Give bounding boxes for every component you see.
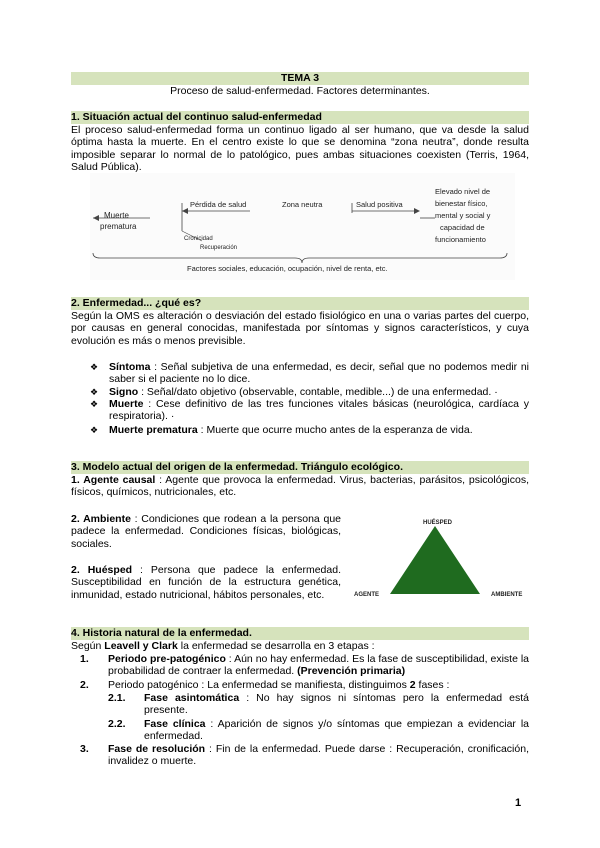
substage-2-1-text: Fase asintomática : No hay signos ni síntomas pero la enfermedad está presente. [144, 692, 530, 717]
diamond-bullet-icon: ❖ [90, 399, 99, 409]
elevado-label-3: mental y social y [435, 211, 491, 220]
list-item-muerte: Muerte : Cese definitivo de las tres funciones vitales básicas (neurológica, cardíaca y respiratoria). · [109, 398, 529, 423]
cronicidad-label: Cronicidad [184, 236, 213, 242]
list-item-signo: Signo : Señal/dato objetivo (observable, contable, medible...) de una enfermedad. · [109, 386, 498, 398]
health-continuum-diagram [90, 173, 515, 280]
triangle-top-label: HUÉSPED [423, 520, 453, 526]
stage-1-text: Periodo pre-patogénico : Aún no hay enfermedad. Es la fase de susceptibilidad, existe la probabilidad de contraer la enfermedad. (Prevención primaria) [108, 653, 530, 678]
stage-1-number: 1. [80, 653, 89, 665]
triangle-left-label: AGENTE [354, 592, 380, 598]
page-number: 1 [515, 797, 522, 809]
stage-2-text: Periodo patogénico : La enfermedad se manifiesta, distinguimos 2 fases : [108, 679, 450, 691]
section-1-heading: 1. Situación actual del continuo salud-enfermedad [71, 111, 529, 124]
perdida-label: Pérdida de salud [190, 200, 247, 209]
list-item-sintoma: Síntoma : Señal subjetiva de una enfermedad, es decir, señal que no podemos medir ni saber si el paciente no lo dice. [109, 361, 529, 386]
continuum-left-arrowhead [93, 215, 99, 221]
continuum-svg [90, 173, 515, 280]
recuperacion-label: Recuperación [200, 245, 238, 251]
muerte-label-1: Muerte [104, 211, 129, 220]
section-4-intro: Según Leavell y Clark la enfermedad se desarrolla en 3 etapas : [71, 640, 375, 652]
continuum-perdida-arrowhead [182, 208, 188, 214]
ambiente-paragraph: 2. Ambiente : Condiciones que rodean a la persona que padece la enfermedad. Condiciones físicas, biológicas, sociales. [71, 513, 341, 550]
triangle-right-label: AMBIENTE [491, 592, 523, 598]
elevado-label-5: funcionamiento [435, 235, 486, 244]
positiva-label: Salud positiva [356, 200, 403, 209]
list-item-muerte-prematura: Muerte prematura : Muerte que ocurre mucho antes de la esperanza de vida. [109, 424, 473, 436]
triangle-shape [390, 526, 480, 594]
muerte-label-2: prematura [100, 222, 137, 231]
continuum-cronicidad-line [182, 231, 190, 235]
zona-label: Zona neutra [282, 200, 323, 209]
agente-paragraph: 1. Agente causal : Agente que provoca la enfermedad. Virus, bacterias, parásitos, psicológicos, físicos, químicos, nutricionales, etc. [71, 474, 529, 499]
substage-2-1-number: 2.1. [108, 692, 126, 704]
page-title: TEMA 3 [71, 72, 529, 85]
diamond-bullet-icon: ❖ [90, 362, 99, 372]
section-2-heading: 2. Enfermedad... ¿qué es? [71, 297, 529, 310]
stage-2-number: 2. [80, 679, 89, 691]
section-1-paragraph: El proceso salud-enfermedad forma un continuo ligado al ser humano, que va desde la salud óptima hasta la muerte. En el centro existe lo que se denomina “zona neutra”, donde resulta imposible separar lo normal de lo patológico, pues ambas situaciones coexisten (Terris, 1964, Salud Pública). [71, 124, 529, 173]
diamond-bullet-icon: ❖ [90, 425, 99, 435]
substage-2-2-text: Fase clínica : Aparición de signos y/o síntomas que empiezan a evidenciar la enfermedad. [144, 718, 529, 743]
section-2-paragraph: Según la OMS es alteración o desviación del estado fisiológico en una o varias partes del cuerpo, por causas en general conocidas, manifestada por síntomas y signos característicos, y cuya evolución es más o menos previsible. [71, 310, 529, 347]
stage-3-text: Fase de resolución : Fin de la enfermedad. Puede darse : Recuperación, cronificación, invalidez o muerte. [108, 743, 529, 768]
stage-3-number: 3. [80, 743, 89, 755]
diamond-bullet-icon: ❖ [90, 387, 99, 397]
elevado-label-1: Elevado nivel de [435, 187, 491, 196]
huesped-paragraph: 2. Huésped : Persona que padece la enfermedad. Susceptibilidad en función de la estructura genética, inmunidad, estado nutricional, hábitos personales, etc. [71, 564, 341, 601]
section-3-heading: 3. Modelo actual del origen de la enfermedad. Triángulo ecológico. [71, 461, 529, 474]
ecological-triangle [350, 514, 530, 604]
continuum-brace [93, 253, 507, 263]
substage-2-2-number: 2.2. [108, 718, 126, 730]
section-4-heading: 4. Historia natural de la enfermedad. [71, 627, 529, 640]
factores-label: Factores sociales, educación, ocupación, nivel de renta, etc. [187, 264, 388, 273]
page-subtitle: Proceso de salud-enfermedad. Factores determinantes. [170, 85, 430, 97]
continuum-positive-arrowhead [414, 208, 420, 214]
elevado-label-4: capacidad de [440, 223, 485, 232]
elevado-label-2: bienestar físico, [435, 199, 488, 208]
